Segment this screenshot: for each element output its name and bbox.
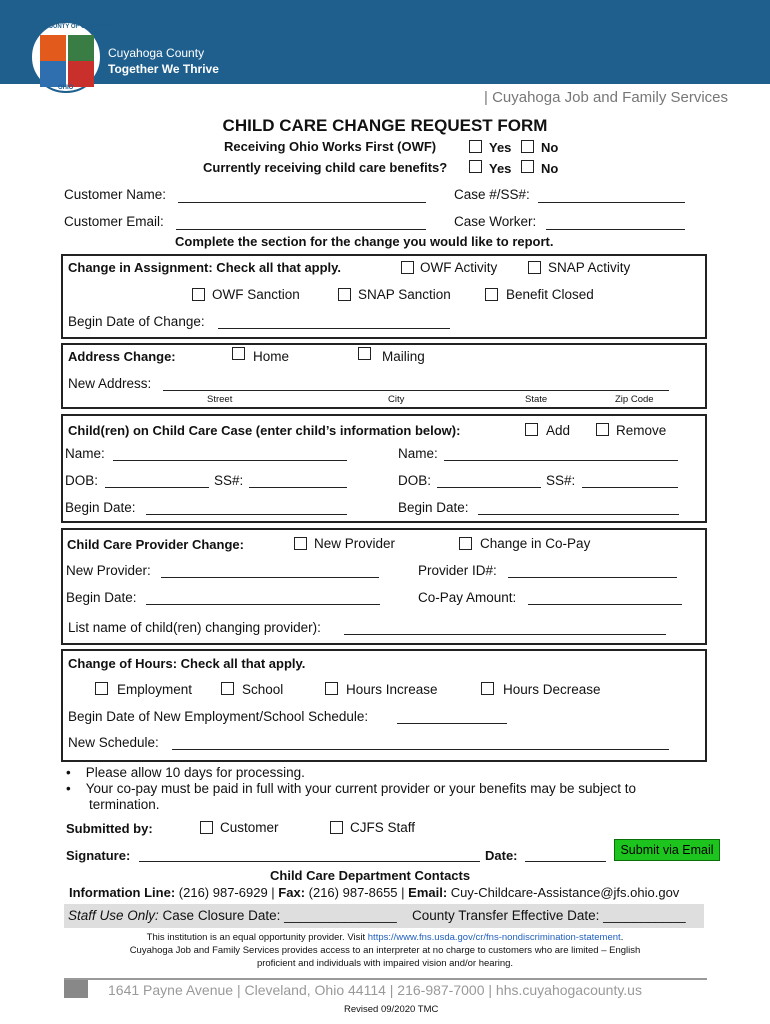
- case-worker-field[interactable]: [546, 229, 685, 230]
- owf-question: Receiving Ohio Works First (OWF): [224, 139, 437, 154]
- benefits-question: Currently receiving child care benefits?: [203, 160, 448, 175]
- child1-ss-label: SS#:: [214, 473, 244, 488]
- seal-bottom-text: OHIO: [58, 85, 74, 91]
- copay-amount-label: Co-Pay Amount:: [418, 590, 517, 605]
- remove-child-checkbox[interactable]: [596, 423, 609, 436]
- org-tagline: Together We Thrive: [108, 62, 219, 76]
- remove-child-label: Remove: [616, 423, 667, 438]
- owf-sanction-checkbox[interactable]: [192, 288, 205, 301]
- fax-label: Fax:: [278, 885, 306, 900]
- child2-ss-label: SS#:: [546, 473, 576, 488]
- hours-decrease-checkbox[interactable]: [481, 682, 494, 695]
- home-label: Home: [253, 349, 290, 364]
- eo-period: .: [620, 932, 624, 943]
- footer-divider: [64, 978, 707, 980]
- child1-name-label: Name:: [65, 446, 105, 461]
- customer-checkbox[interactable]: [200, 821, 213, 834]
- city-caption: City: [388, 394, 405, 405]
- eo-text: This institution is an equal opportunity provider. Visit: [146, 932, 368, 943]
- zip-caption: Zip Code: [615, 394, 654, 405]
- snap-sanction-checkbox[interactable]: [338, 288, 351, 301]
- note-processing-text: Please allow 10 days for processing.: [85, 765, 305, 780]
- revision-note: Revised 09/2020 TMC: [344, 1004, 439, 1015]
- provider-begin-date-label: Begin Date:: [66, 590, 137, 605]
- customer-email-field[interactable]: [176, 229, 426, 230]
- customer-name-label: Customer Name:: [64, 187, 167, 202]
- hours-increase-checkbox[interactable]: [325, 682, 338, 695]
- schedule-begin-date-field[interactable]: [397, 723, 507, 724]
- snap-activity-checkbox[interactable]: [528, 261, 541, 274]
- list-children-field[interactable]: [344, 634, 666, 635]
- mailing-checkbox[interactable]: [358, 347, 371, 360]
- child2-dob-field[interactable]: [437, 487, 541, 488]
- hours-increase-label: Hours Increase: [346, 682, 438, 697]
- new-schedule-field[interactable]: [172, 749, 669, 750]
- customer-label: Customer: [220, 820, 279, 835]
- snap-activity-label: SNAP Activity: [548, 260, 631, 275]
- home-checkbox[interactable]: [232, 347, 245, 360]
- info-line-value: (216) 987-6929 |: [175, 885, 279, 900]
- signature-label: Signature:: [66, 848, 131, 863]
- provider-id-label: Provider ID#:: [418, 563, 497, 578]
- contacts-heading: Child Care Department Contacts: [270, 868, 471, 883]
- child2-name-label: Name:: [398, 446, 438, 461]
- org-name: Cuyahoga County: [108, 46, 205, 60]
- schedule-begin-date-label: Begin Date of New Employment/School Schedule:: [68, 709, 369, 724]
- add-child-label: Add: [546, 423, 571, 438]
- case-worker-label: Case Worker:: [454, 214, 537, 229]
- department-name: | Cuyahoga Job and Family Services: [484, 89, 729, 106]
- owf-activity-checkbox[interactable]: [401, 261, 414, 274]
- provider-begin-date-field[interactable]: [146, 604, 380, 605]
- child1-dob-field[interactable]: [105, 487, 209, 488]
- county-seal-logo: [30, 21, 116, 93]
- footer-accent-block: [64, 980, 88, 998]
- owf-yes-checkbox[interactable]: [469, 140, 482, 153]
- hours-decrease-label: Hours Decrease: [503, 682, 601, 697]
- benefits-no-label: No: [541, 161, 559, 176]
- contacts-line: [69, 885, 679, 900]
- child2-dob-label: DOB:: [398, 473, 432, 488]
- assignment-begin-date-label: Begin Date of Change:: [68, 314, 205, 329]
- list-children-label: List name of child(ren) changing provider):: [68, 620, 321, 635]
- new-provider-option-label: New Provider: [314, 536, 396, 551]
- assignment-heading: Change in Assignment: Check all that apply.: [68, 260, 342, 275]
- child1-begin-date-label: Begin Date:: [65, 500, 136, 515]
- owf-yes-label: Yes: [489, 140, 512, 155]
- child2-ss-field[interactable]: [582, 487, 678, 488]
- note-copay: • Your co-pay must be paid in full with your current provider or your benefits may be subject to: [66, 781, 637, 796]
- new-address-field[interactable]: [163, 390, 669, 391]
- cjfs-staff-label: CJFS Staff: [350, 820, 416, 835]
- copay-change-checkbox[interactable]: [459, 537, 472, 550]
- customer-name-field[interactable]: [178, 202, 426, 203]
- note-copay-continued: termination.: [89, 797, 160, 812]
- fax-value: (216) 987-8655 |: [305, 885, 409, 900]
- new-provider-label: New Provider:: [66, 563, 151, 578]
- benefit-closed-checkbox[interactable]: [485, 288, 498, 301]
- interpreter-notice: Cuyahoga Job and Family Services provides access to an interpreter at no charge to customers who are limited – English: [129, 945, 641, 956]
- address-heading: Address Change:: [68, 349, 176, 364]
- note-processing: • Please allow 10 days for processing.: [66, 765, 305, 780]
- child1-ss-field[interactable]: [249, 487, 347, 488]
- benefit-closed-label: Benefit Closed: [506, 287, 594, 302]
- equal-opportunity-notice: [0, 932, 770, 943]
- customer-email-label: Customer Email:: [64, 214, 164, 229]
- staff-use-closure: [68, 908, 397, 923]
- snap-sanction-label: SNAP Sanction: [358, 287, 451, 302]
- new-provider-field[interactable]: [161, 577, 379, 578]
- employment-checkbox[interactable]: [95, 682, 108, 695]
- street-caption: Street: [207, 394, 233, 405]
- provider-heading: Child Care Provider Change:: [67, 537, 244, 552]
- info-line-label: Information Line:: [69, 885, 176, 900]
- add-child-checkbox[interactable]: [525, 423, 538, 436]
- child1-begin-date-field[interactable]: [146, 514, 347, 515]
- child2-begin-date-label: Begin Date:: [398, 500, 469, 515]
- copay-change-label: Change in Co-Pay: [480, 536, 591, 551]
- nondiscrimination-link[interactable]: https://www.fns.usda.gov/cr/fns-nondiscrimination-statement: [367, 932, 621, 943]
- child1-dob-label: DOB:: [65, 473, 99, 488]
- form-title: CHILD CARE CHANGE REQUEST FORM: [222, 116, 548, 135]
- new-provider-checkbox[interactable]: [294, 537, 307, 550]
- interpreter-notice-continued: proficient and individuals with impaired vision and/or hearing.: [256, 958, 514, 969]
- mailing-label: Mailing: [382, 349, 425, 364]
- date-field[interactable]: [525, 861, 606, 862]
- owf-no-checkbox[interactable]: [521, 140, 534, 153]
- school-label: School: [242, 682, 284, 697]
- email-value: Cuy-Childcare-Assistance@jfs.ohio.gov: [447, 885, 680, 900]
- assignment-begin-date-field[interactable]: [218, 328, 450, 329]
- provider-id-field[interactable]: [508, 577, 677, 578]
- email-label: Email:: [408, 885, 448, 900]
- benefits-no-checkbox[interactable]: [521, 160, 534, 173]
- benefits-yes-label: Yes: [489, 161, 512, 176]
- child2-name-field[interactable]: [444, 460, 678, 461]
- owf-no-label: No: [541, 140, 559, 155]
- new-address-label: New Address:: [68, 376, 152, 391]
- copay-amount-field[interactable]: [528, 604, 682, 605]
- new-schedule-label: New Schedule:: [68, 735, 159, 750]
- hours-heading: Change of Hours: Check all that apply.: [68, 656, 306, 671]
- note-copay-text: Your co-pay must be paid in full with your current provider or your benefits may be subject to: [85, 781, 637, 796]
- seal-top-text: COUNTY OF CUYAHOGA: [44, 24, 116, 30]
- case-ss-field[interactable]: [538, 202, 685, 203]
- owf-sanction-label: OWF Sanction: [212, 287, 300, 302]
- closure-date-text: Case Closure Date: _______________: [158, 908, 397, 923]
- section-instruction: Complete the section for the change you would like to report.: [175, 234, 554, 249]
- transfer-date-text: County Transfer Effective Date: ___________: [412, 908, 686, 923]
- footer-address: 1641 Payne Avenue | Cleveland, Ohio 44114 | 216-987-7000 | hhs.cuyahogacounty.us: [108, 982, 642, 998]
- date-label: Date:: [485, 848, 518, 863]
- case-ss-label: Case #/SS#:: [454, 187, 530, 202]
- staff-use-label: Staff Use Only:: [68, 908, 159, 923]
- submitted-by-label: Submitted by:: [66, 821, 153, 836]
- submit-via-email-button[interactable]: Submit via Email: [614, 839, 720, 861]
- signature-field[interactable]: [139, 861, 480, 862]
- children-heading: Child(ren) on Child Care Case (enter child’s information below):: [68, 423, 461, 438]
- state-caption: State: [525, 394, 548, 405]
- child2-begin-date-field[interactable]: [478, 514, 679, 515]
- cjfs-staff-checkbox[interactable]: [330, 821, 343, 834]
- child1-name-field[interactable]: [113, 460, 347, 461]
- benefits-yes-checkbox[interactable]: [469, 160, 482, 173]
- employment-label: Employment: [117, 682, 193, 697]
- school-checkbox[interactable]: [221, 682, 234, 695]
- owf-activity-label: OWF Activity: [420, 260, 498, 275]
